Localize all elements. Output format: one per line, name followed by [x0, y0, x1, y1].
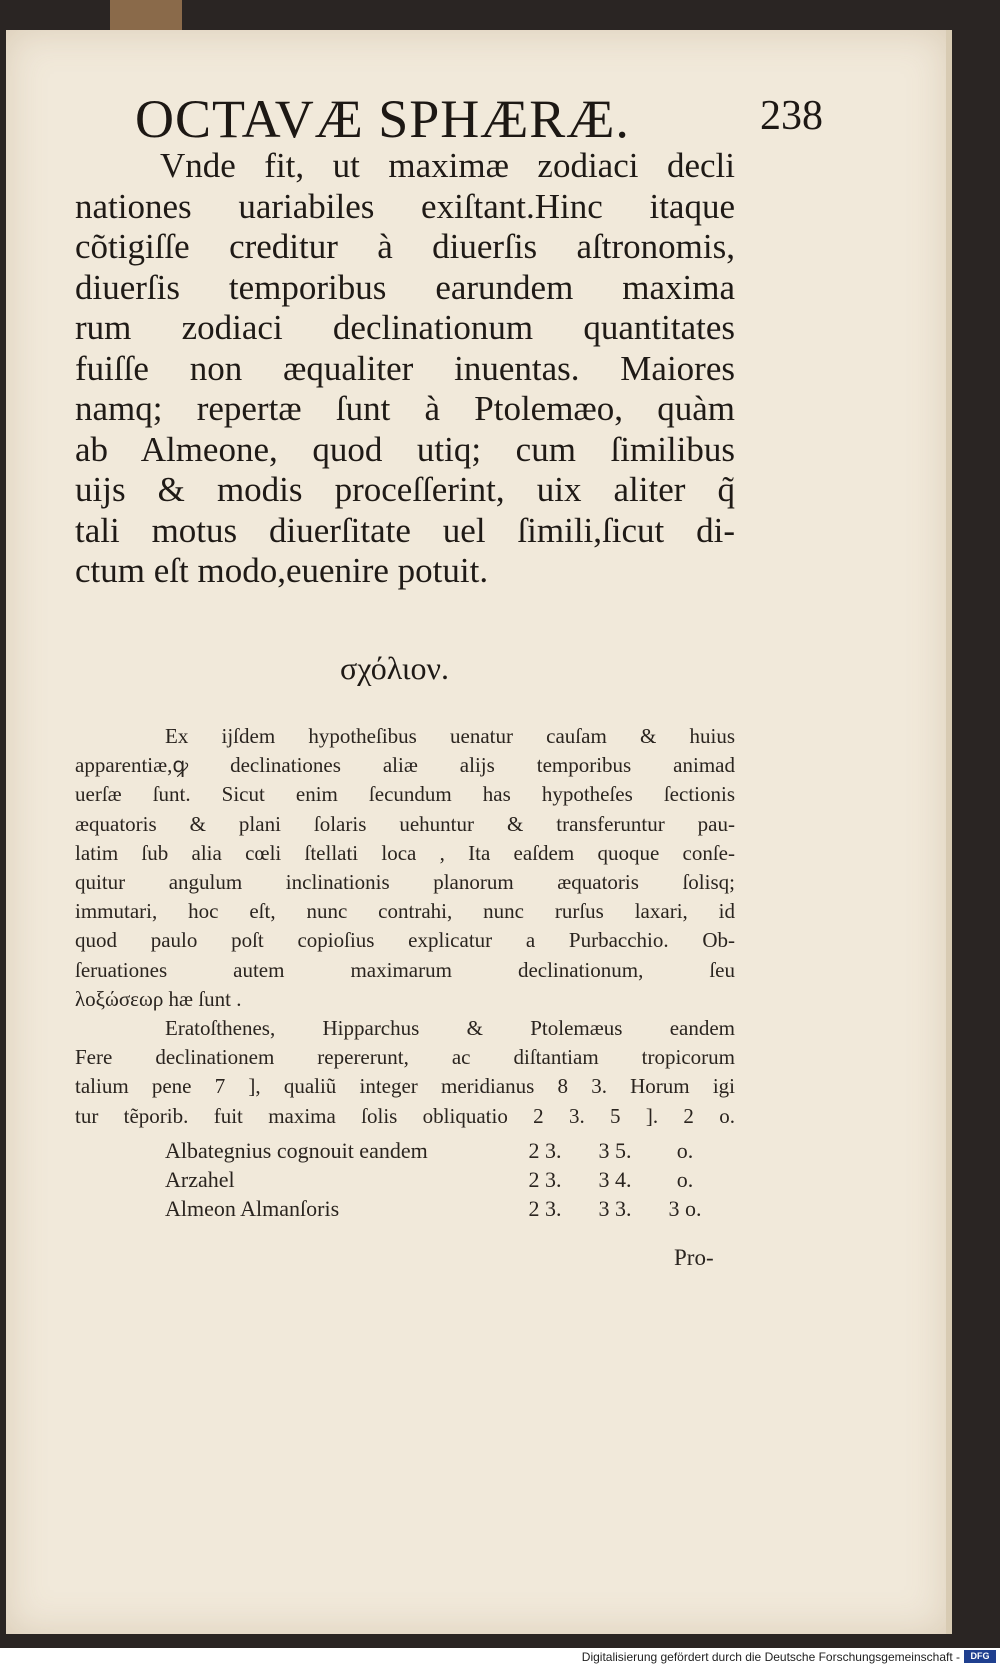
commentary-line: ſeruationes autem maximarum declinationum, ſeu — [75, 957, 735, 982]
commentary-line: latim ſub alia cœli ſtellati loca , Ita eaſdem quoque conſe- — [75, 840, 735, 865]
degrees: 2 3. — [528, 1138, 562, 1163]
funding-credit: Digitalisierung gefördert durch die Deutsche Forschungsgemeinschaft - — [581, 1650, 960, 1664]
commentary-line: uerſæ ſunt. Sicut enim ſecundum has hypotheſes ſectionis — [75, 782, 735, 807]
binding-tab — [110, 0, 182, 30]
main-text-line: rum zodiaci declinationum quantitates — [75, 308, 735, 347]
scholion-heading: σχόλιον. — [340, 650, 449, 686]
main-text-line: ctum eſt modo,euenire potuit. — [75, 551, 489, 590]
commentary-line: Fere declinationem repererunt, ac diſtantiam tropicorum — [75, 1045, 735, 1070]
minutes: 3 5. — [598, 1138, 632, 1163]
commentary-line: λοξώσεωρ hæ ſunt . — [75, 986, 242, 1011]
commentary-line: apparentiæ,ꝙ declinationes aliæ alijs temporibus animad — [75, 753, 735, 778]
commentary-line: talium pene 7 ], qualiũ integer meridianus 8 3. Horum igi — [75, 1074, 735, 1099]
page-edge — [946, 30, 952, 1634]
page-number: 238 — [760, 93, 823, 139]
observation-row — [75, 1196, 735, 1225]
commentary-line: quod paulo poſt copioſius explicatur a Purbacchio. Ob- — [75, 928, 735, 953]
commentary-line: Ex ijſdem hypotheſibus uenatur cauſam & huius — [165, 724, 735, 748]
footer-bar — [0, 1648, 1000, 1666]
minutes: 3 4. — [598, 1167, 632, 1192]
main-text-line: fuiſſe non æqualiter inuentas. Maiores — [75, 348, 735, 388]
main-text-line: nationes uariabiles exiſtant.Hinc itaque — [75, 186, 735, 226]
observer-name: Arzahel — [165, 1167, 235, 1192]
running-head: OCTAVÆ SPHÆRÆ. — [135, 89, 630, 149]
degrees: 2 3. — [528, 1196, 562, 1221]
observer-name: Albategnius cognouit eandem — [165, 1138, 428, 1163]
commentary-line: tur tẽporib. fuit maxima ſolis obliquatio 2 3. 5 ]. 2 o. — [75, 1103, 735, 1128]
observation-row — [75, 1167, 735, 1196]
main-text-block — [75, 146, 735, 592]
dfg-logo: DFG — [964, 1650, 996, 1663]
main-text-line: diuerſis temporibus earundem maxima — [75, 267, 735, 307]
main-text-line: Vnde fit, ut maximæ zodiaci decli — [160, 146, 735, 185]
degrees: 2 3. — [528, 1167, 562, 1192]
commentary-line: æquatoris & plani ſolaris uehuntur & transferuntur pau- — [75, 811, 735, 836]
catchword: Pro- — [674, 1245, 714, 1270]
main-text-line: ab Almeone, quod utiq; cum ſimilibus — [75, 429, 735, 469]
minutes: 3 3. — [598, 1196, 632, 1221]
seconds: o. — [676, 1167, 694, 1192]
main-text-line: tali motus diuerſitate uel ſimili,ſicut di- — [75, 510, 735, 550]
commentary-block — [75, 722, 735, 1131]
observation-row — [75, 1138, 735, 1167]
observer-name: Almeon Almanſoris — [165, 1196, 340, 1221]
commentary-line: immutari, hoc eſt, nunc contrahi, nunc rurſus laxari, id — [75, 899, 735, 924]
commentary-line: Eratoſthenes, Hipparchus & Ptolemæus eandem — [165, 1016, 735, 1041]
commentary-line: quitur angulum inclinationis planorum æquatoris ſolisq; — [75, 870, 735, 895]
main-text-line: cõtigiſſe creditur à diuerſis aſtronomis, — [75, 227, 735, 266]
main-text-line: namq; repertæ ſunt à Ptolemæo, quàm — [75, 389, 735, 428]
observations-table — [75, 1138, 735, 1225]
main-text-line: uijs & modis proceſſerint, uix aliter q̃ — [75, 470, 735, 509]
seconds: 3 o. — [668, 1196, 702, 1221]
seconds: o. — [676, 1138, 694, 1163]
